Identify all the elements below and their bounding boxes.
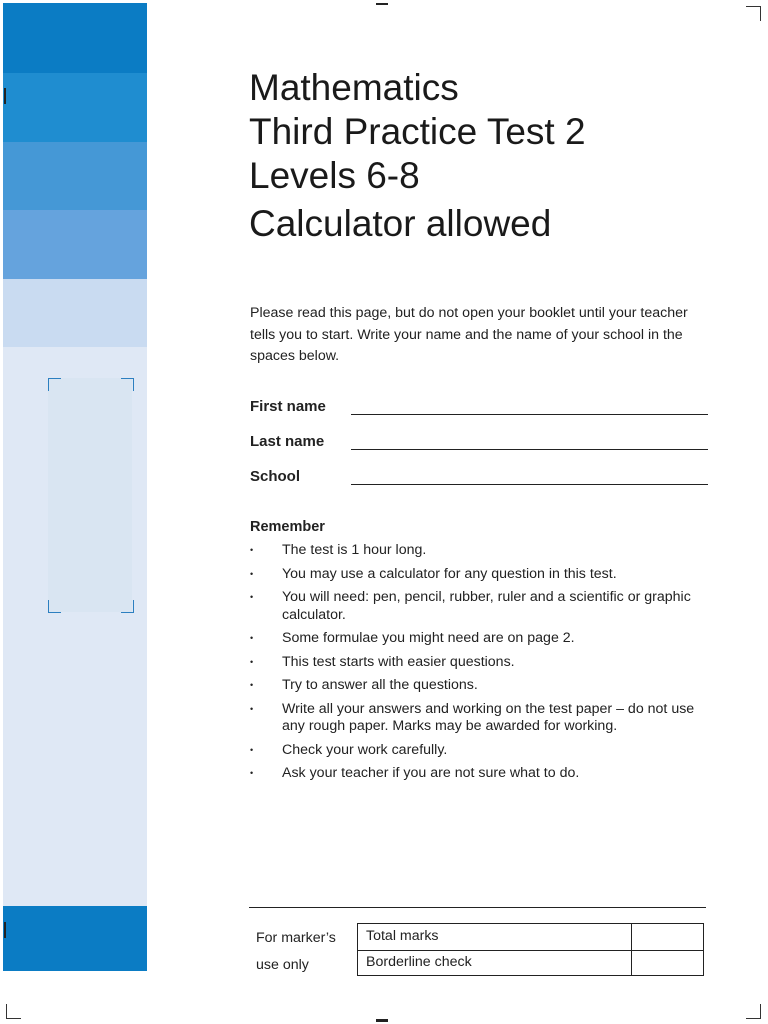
borderline-check-box[interactable] <box>631 950 703 976</box>
list-item: • This test starts with easier questions. <box>250 654 700 672</box>
registration-mark-icon <box>376 3 388 5</box>
registration-mark-icon <box>4 88 6 104</box>
marker-divider <box>249 907 706 908</box>
color-band-bottom <box>3 906 147 971</box>
intro-text: Please read this page, but do not open your booklet until your teacher tells you to start. Write your name and the name of your school in the spaces below. <box>250 305 688 364</box>
last-name-field[interactable] <box>351 449 708 450</box>
label-box <box>48 378 132 612</box>
school-field[interactable] <box>351 484 708 485</box>
table-row <box>358 950 703 976</box>
last-name-label: Last name <box>250 433 325 450</box>
page-title <box>249 66 586 246</box>
corner-mark-icon <box>121 378 134 391</box>
title-subject: Mathematics <box>249 67 459 108</box>
marker-use-label: For marker’s use only <box>256 930 336 973</box>
corner-mark-icon <box>48 600 61 613</box>
color-band-2 <box>3 73 147 142</box>
list-item: • The test is 1 hour long. <box>250 542 700 560</box>
list-item: • You will need: pen, pencil, rubber, ruler and a scientific or graphic calculator. <box>250 589 700 624</box>
title-test-name: Third Practice Test 2 <box>249 111 586 152</box>
borderline-check-label: Borderline check <box>366 954 472 970</box>
list-item: • You may use a calculator for any question in this test. <box>250 566 700 584</box>
first-name-label: First name <box>250 398 326 415</box>
crop-mark-icon <box>746 6 761 21</box>
color-band-1 <box>3 3 147 73</box>
color-band-3 <box>3 142 147 210</box>
school-label: School <box>250 468 301 485</box>
registration-mark-icon <box>4 922 6 938</box>
corner-mark-icon <box>48 378 61 391</box>
marker-table <box>357 923 704 976</box>
list-item: • Try to answer all the questions. <box>250 677 700 695</box>
list-item: • Ask your teacher if you are not sure what to do. <box>250 765 700 783</box>
title-levels: Levels 6-8 <box>249 155 420 196</box>
instructions-list <box>250 542 700 789</box>
first-name-field[interactable] <box>351 414 708 415</box>
list-item: • Some formulae you might need are on page 2. <box>250 630 700 648</box>
total-marks-box[interactable] <box>631 924 703 950</box>
list-item: • Write all your answers and working on the test paper – do not use any rough paper. Marks may be awarded for working. <box>250 701 700 736</box>
crop-mark-icon <box>6 1004 21 1019</box>
color-band-4 <box>3 210 147 279</box>
title-calculator: Calculator allowed <box>249 203 552 244</box>
remember-heading: Remember <box>250 519 325 535</box>
crop-mark-icon <box>746 1004 761 1019</box>
registration-mark-icon <box>376 1019 388 1022</box>
table-row <box>358 924 703 951</box>
total-marks-label: Total marks <box>366 928 439 944</box>
list-item: • Check your work carefully. <box>250 742 700 760</box>
color-band-5 <box>3 279 147 347</box>
corner-mark-icon <box>121 600 134 613</box>
